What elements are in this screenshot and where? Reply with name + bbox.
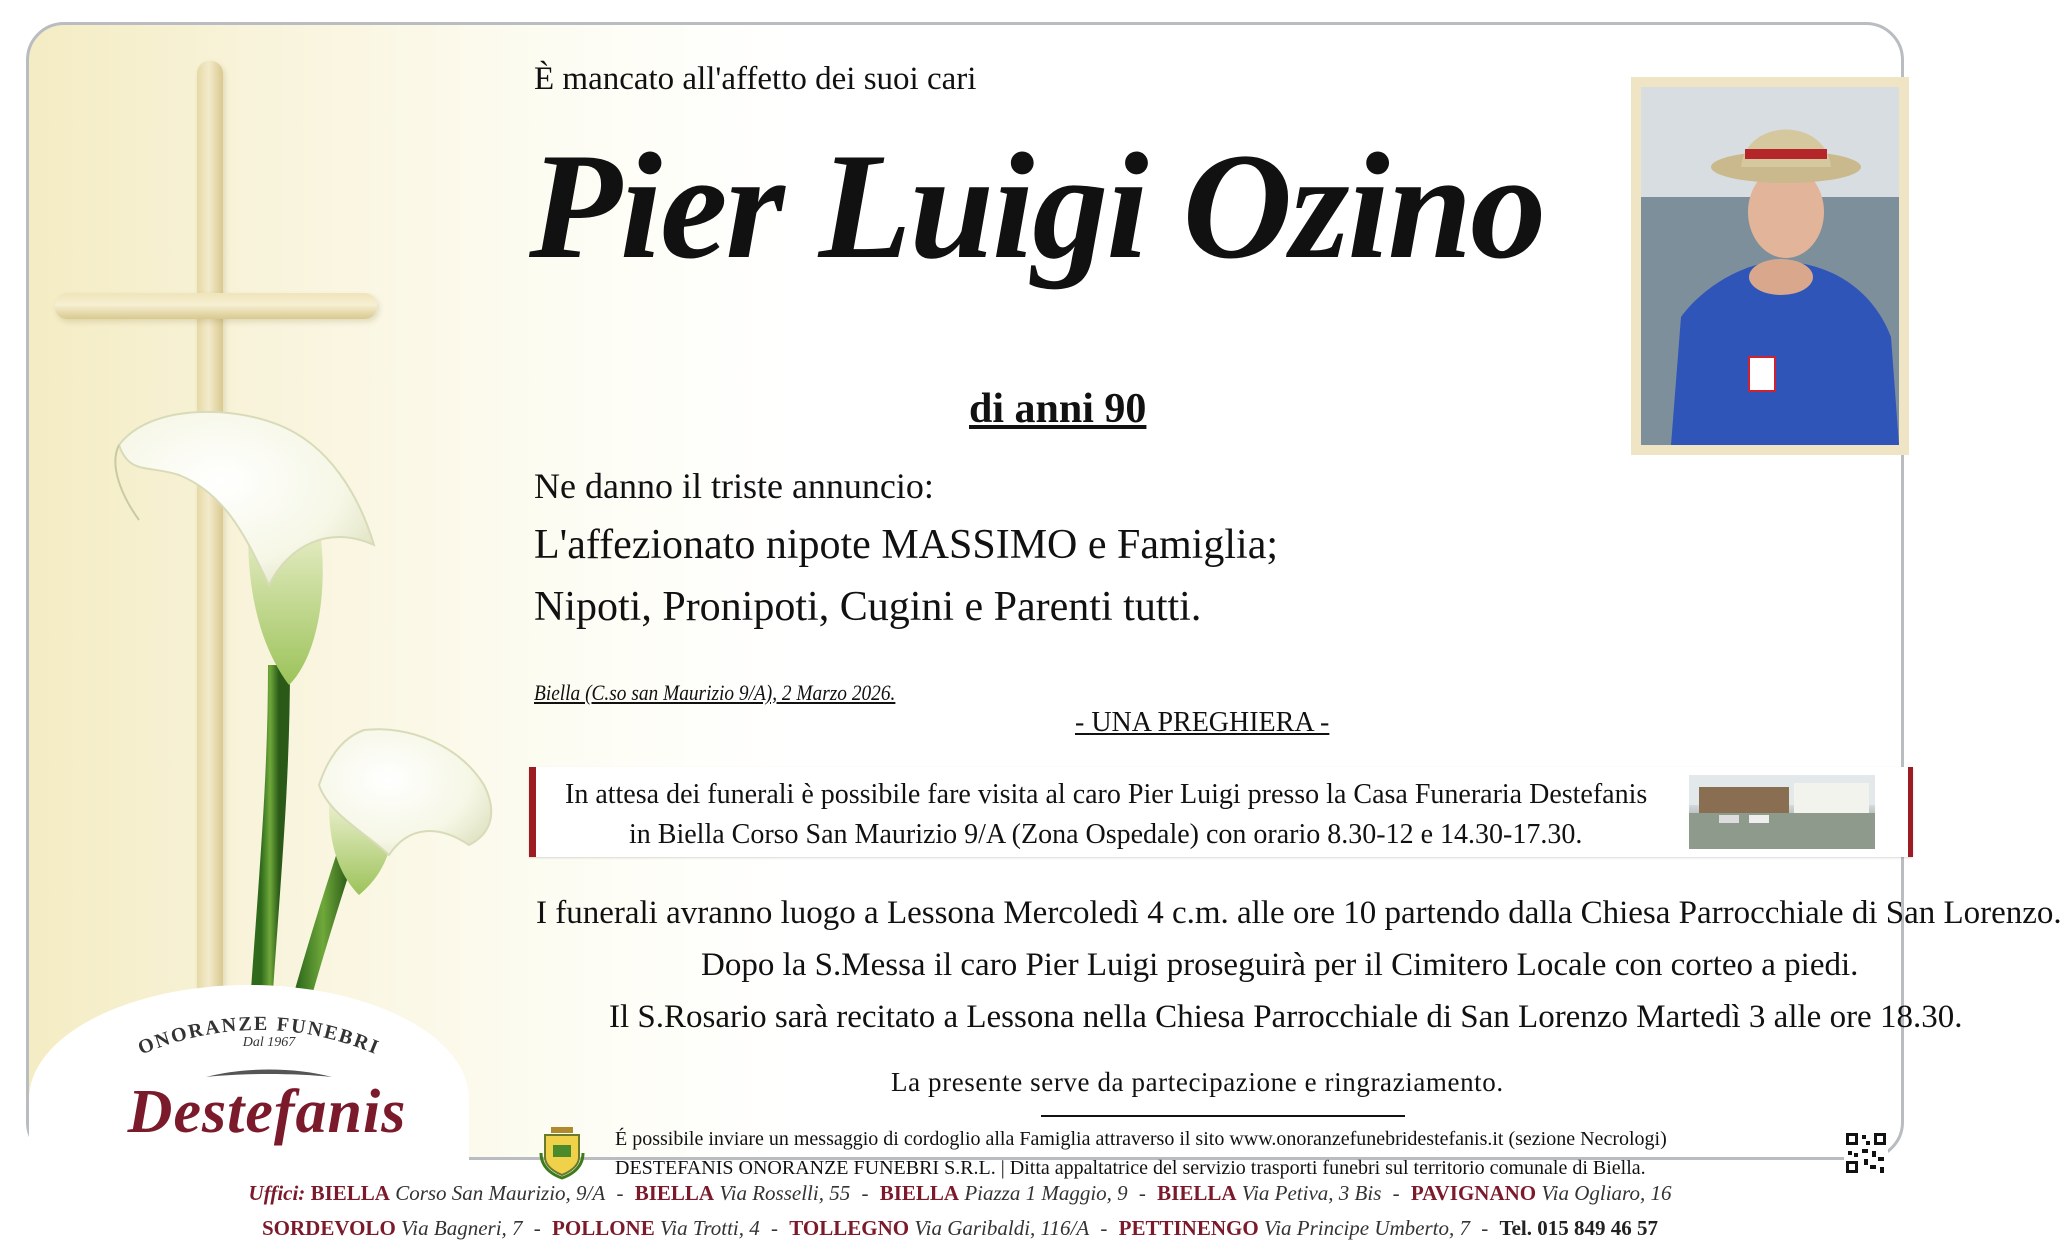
office-address: Piazza 1 Maggio, 9 — [964, 1181, 1128, 1205]
portrait-frame — [1631, 77, 1909, 455]
funeral-line: Dopo la S.Messa il caro Pier Luigi proseguirà per il Cimitero Locale con corteo a piedi. — [701, 947, 1859, 983]
deceased-name: Pier Luigi Ozino — [529, 122, 1545, 290]
office-separator: - — [616, 1181, 624, 1205]
office-address: Via Bagneri, 7 — [401, 1216, 523, 1240]
funeral-line: Il S.Rosario sarà recitato a Lessona nella Chiesa Parrocchiale di San Lorenzo Martedì 3 alle ore 18.30. — [609, 999, 1963, 1035]
intro-text: È mancato all'affetto dei suoi cari — [534, 61, 977, 97]
office-city: TOLLEGNO — [789, 1216, 910, 1240]
brand-logo: Destefanis — [127, 1078, 407, 1146]
office-city: BIELLA — [879, 1181, 960, 1205]
office-city: PAVIGNANO — [1410, 1181, 1537, 1205]
office-address: Via Trotti, 4 — [659, 1216, 760, 1240]
office-separator: - — [533, 1216, 541, 1240]
office-address: Corso San Maurizio, 9/A — [395, 1181, 606, 1205]
svg-text:ONORANZE FUNEBRI: ONORANZE FUNEBRI — [134, 1012, 384, 1060]
office-city: POLLONE — [552, 1216, 655, 1240]
thanks-text: La presente serve da partecipazione e ringraziamento. — [891, 1067, 1504, 1097]
funeral-home-photo — [1689, 775, 1875, 849]
calla-lily-icon — [29, 25, 509, 1025]
announcer-line: Nipoti, Pronipoti, Cugini e Parenti tutti. — [534, 584, 1202, 630]
office-address: Via Garibaldi, 116/A — [914, 1216, 1090, 1240]
office-separator: - — [1138, 1181, 1146, 1205]
office-address: Via Petiva, 3 Bis — [1241, 1181, 1382, 1205]
offices-row — [0, 1216, 1920, 1241]
office-address: Via Principe Umberto, 7 — [1263, 1216, 1471, 1240]
office-phone[interactable]: Tel. 015 849 46 57 — [1499, 1216, 1658, 1240]
prayer-link[interactable]: - UNA PREGHIERA - — [1075, 707, 1330, 738]
offices-row — [0, 1181, 1920, 1206]
office-separator: - — [771, 1216, 779, 1240]
funeral-line: I funerali avranno luogo a Lessona Mercoledì 4 c.m. alle ore 10 partendo dalla Chiesa Parrocchiale di San Lorenzo. — [536, 895, 2062, 931]
office-address: Via Ogliaro, 16 — [1541, 1181, 1672, 1205]
announcer-line: L'affezionato nipote MASSIMO e Famiglia; — [534, 522, 1279, 568]
footer-line: É possibile inviare un messaggio di cordoglio alla Famiglia attraverso il sito www.onoranzefunebridestefanis.it (sezione Necrologi) — [615, 1128, 1667, 1150]
notice-frame — [26, 22, 2062, 1179]
announcement-label: Ne danno il triste annuncio: — [534, 466, 934, 506]
office-separator: - — [1481, 1216, 1489, 1240]
offices-lead: Uffici: — [248, 1181, 306, 1205]
visit-line: In attesa dei funerali è possibile fare visita al caro Pier Luigi presso la Casa Funeraria Destefanis — [565, 779, 1648, 810]
office-city: BIELLA — [634, 1181, 715, 1205]
office-city: PETTINENGO — [1118, 1216, 1259, 1240]
qr-code-icon[interactable] — [1844, 1131, 1888, 1175]
office-separator: - — [1392, 1181, 1400, 1205]
age-text: di anni 90 — [969, 386, 1147, 432]
office-separator: - — [1100, 1216, 1108, 1240]
footer-line: DESTEFANIS ONORANZE FUNEBRI S.R.L. | Ditta appaltatrice del servizio trasporti funebri sul territorio comunale di Biella. — [615, 1157, 1646, 1179]
office-separator: - — [861, 1181, 869, 1205]
municipal-crest-icon — [539, 1123, 585, 1179]
office-address: Via Rosselli, 55 — [719, 1181, 851, 1205]
divider — [1041, 1115, 1405, 1117]
office-city: BIELLA — [1157, 1181, 1237, 1205]
place-date: Biella (C.so san Maurizio 9/A), 2 Marzo 2026. — [534, 680, 896, 705]
brand-since: Dal 1967 — [242, 1035, 296, 1050]
portrait-photo — [1641, 87, 1899, 445]
visit-line: in Biella Corso San Maurizio 9/A (Zona Ospedale) con orario 8.30-12 e 14.30-17.30. — [629, 819, 1583, 850]
office-city: BIELLA — [310, 1181, 390, 1205]
office-city: SORDEVOLO — [262, 1216, 396, 1240]
